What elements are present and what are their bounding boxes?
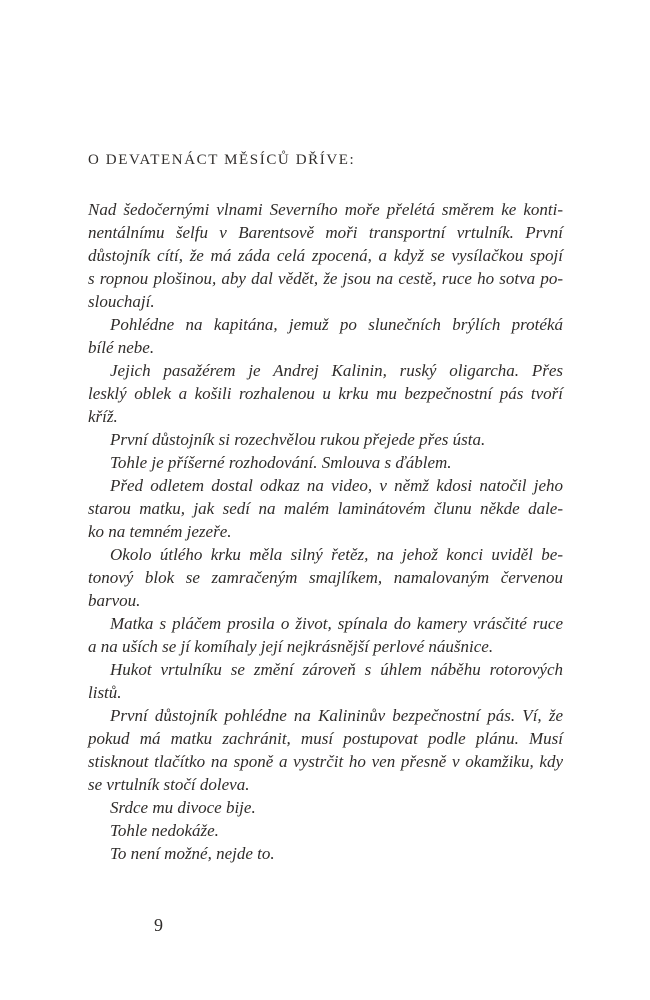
text-line: První důstojník si rozechvělou rukou přejede přes ústa. <box>110 430 486 449</box>
text-line: s ropnou plošinou, aby dal vědět, že jsou na cestě, ruce ho sotva po- <box>88 269 563 288</box>
text-line: Okolo útlého krku měla silný řetěz, na jehož konci uviděl be- <box>110 545 563 564</box>
text-line: nentálnímu šelfu v Barentsově moři transportní vrtulník. První <box>88 223 563 242</box>
text-line: barvou. <box>88 591 141 610</box>
text-line: se vrtulník stočí doleva. <box>88 775 250 794</box>
text-line: kříž. <box>88 407 118 426</box>
text-line: lesklý oblek a košili rozhalenou u krku mu bezpečnostní pás tvoří <box>88 384 563 403</box>
paragraph <box>88 819 563 842</box>
text-line: listů. <box>88 683 122 702</box>
paragraph <box>88 658 563 704</box>
text-line: pokud má matku zachránit, musí postupovat podle plánu. Musí <box>88 729 563 748</box>
text-line: ko na temném jezeře. <box>88 522 232 541</box>
section-heading: O DEVATENÁCT MĚSÍCŮ DŘÍVE: <box>88 152 356 168</box>
paragraph <box>88 474 563 543</box>
text-line: Pohlédne na kapitána, jemuž po slunečních brýlích protéká <box>110 315 563 334</box>
text-line: a na uších se jí komíhaly její nejkrásnější perlové náušnice. <box>88 637 494 656</box>
text-line: Nad šedočernými vlnami Severního moře přelétá směrem ke konti- <box>88 200 563 219</box>
page-number: 9 <box>154 915 163 935</box>
text-line: slouchají. <box>88 292 155 311</box>
text-line: Jejich pasažérem je Andrej Kalinin, ruský oligarcha. Přes <box>110 361 563 380</box>
paragraph <box>88 359 563 428</box>
paragraph <box>88 313 563 359</box>
paragraph <box>88 704 563 796</box>
text-line: Hukot vrtulníku se změní zároveň s úhlem náběhu rotorových <box>110 660 563 679</box>
text-line: Před odletem dostal odkaz na video, v němž kdosi natočil jeho <box>110 476 563 495</box>
text-line: starou matku, jak sedí na malém laminátovém člunu někde dale- <box>88 499 563 518</box>
text-line: tonový blok se zamračeným smajlíkem, namalovaným červenou <box>88 568 563 587</box>
text-line: První důstojník pohlédne na Kalininův bezpečnostní pás. Ví, že <box>110 706 563 725</box>
text-line: To není možné, nejde to. <box>110 844 275 863</box>
paragraph <box>88 842 563 865</box>
text-line: Tohle nedokáže. <box>110 821 219 840</box>
text-line: bílé nebe. <box>88 338 155 357</box>
paragraph <box>88 612 563 658</box>
paragraph <box>88 428 563 451</box>
text-line: Tohle je příšerné rozhodování. Smlouva s ďáblem. <box>110 453 452 472</box>
text-line: Matka s pláčem prosila o život, spínala do kamery vrásčité ruce <box>110 614 563 633</box>
text-line: Srdce mu divoce bije. <box>110 798 256 817</box>
text-line: důstojník cítí, že má záda celá zpocená, a když se vysílačkou spojí <box>88 246 563 265</box>
paragraph <box>88 451 563 474</box>
paragraph <box>88 543 563 612</box>
paragraph <box>88 796 563 819</box>
paragraph <box>88 198 563 313</box>
body-text <box>88 198 563 865</box>
text-line: stisknout tlačítko na sponě a vystrčit ho ven přesně v okamžiku, kdy <box>88 752 563 771</box>
